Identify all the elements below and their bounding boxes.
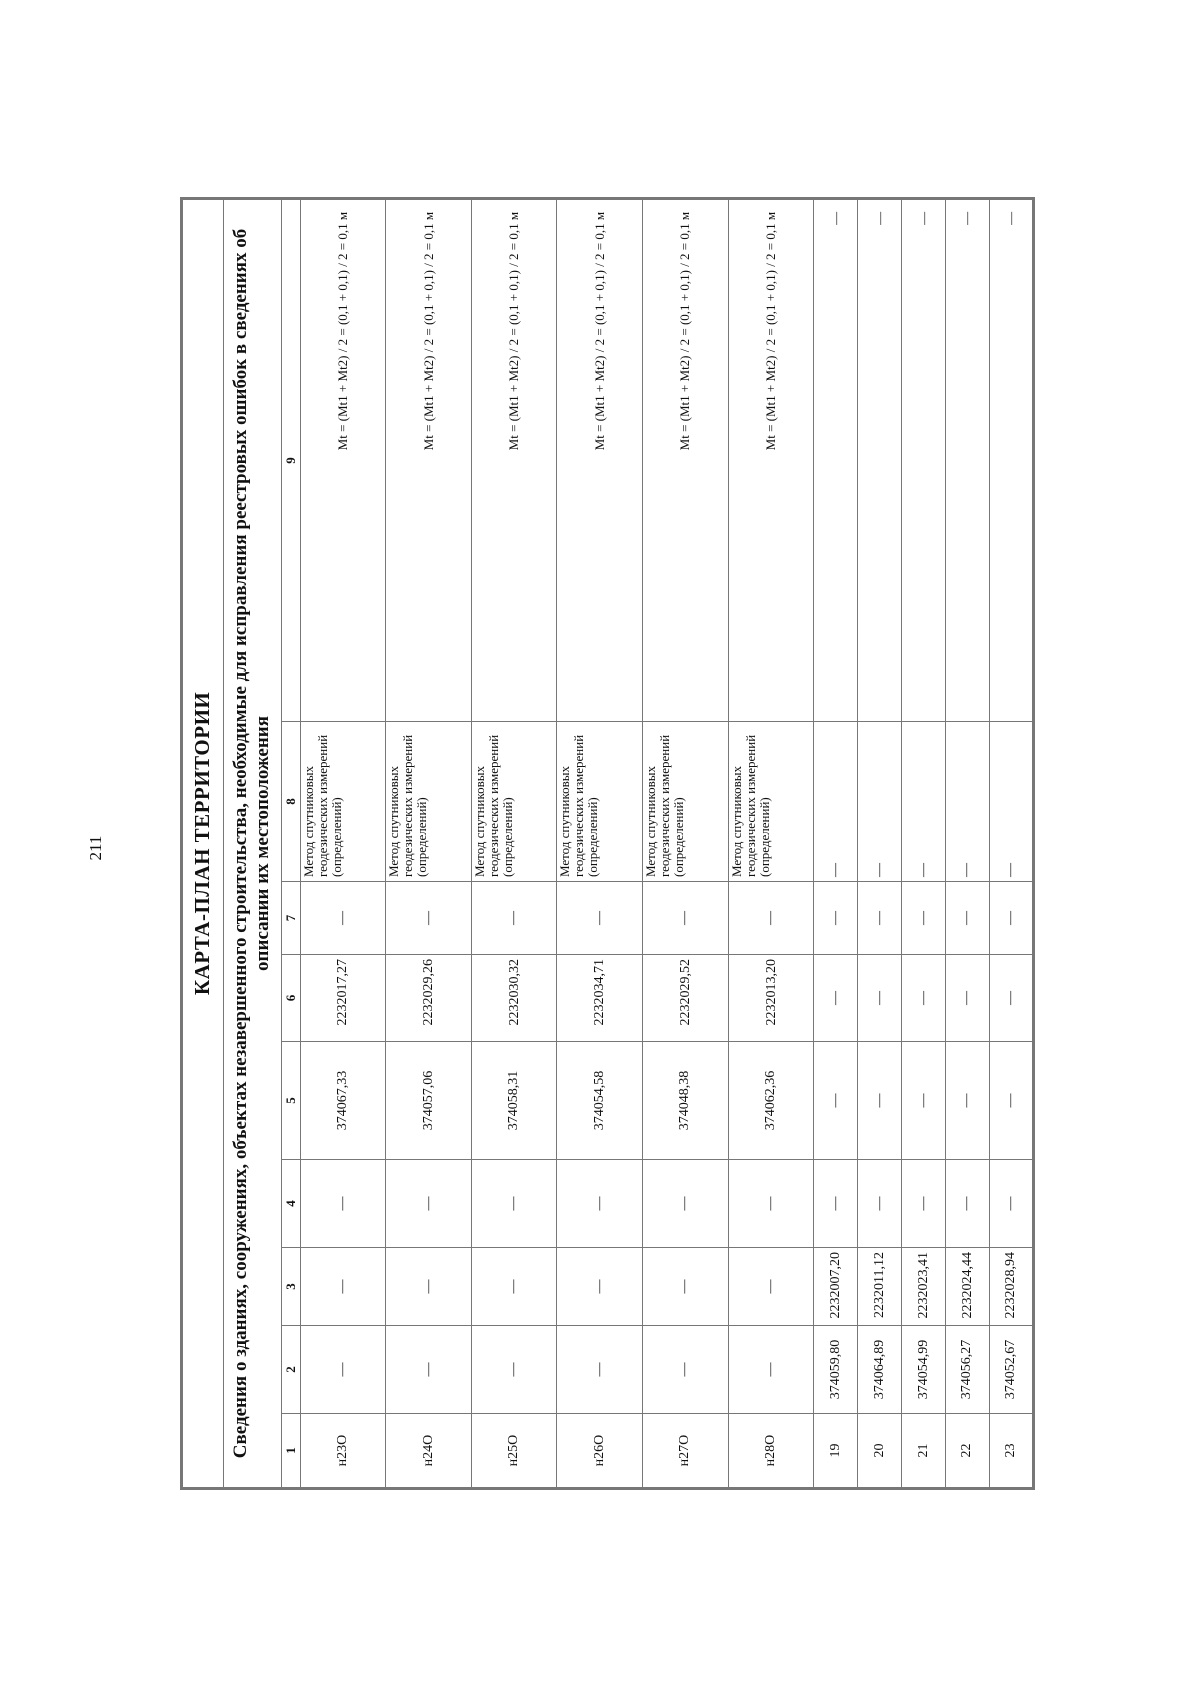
table-row [557, 198, 643, 1488]
cell: — [858, 198, 902, 721]
y-coordinate-cell: 2232034,71 [557, 955, 643, 1042]
x-coordinate-cell: 374057,06 [386, 1042, 472, 1160]
cell: — [643, 1160, 729, 1248]
rotated-table-container [180, 200, 1035, 1490]
x-coordinate-cell: 374054,99 [902, 1326, 946, 1414]
cell: — [989, 722, 1033, 882]
column-number: 2 [281, 1326, 300, 1414]
point-id-cell: 19 [814, 1414, 858, 1489]
column-number: 4 [281, 1160, 300, 1248]
cell: — [858, 1160, 902, 1248]
cell: — [814, 722, 858, 882]
cell: — [902, 198, 946, 721]
territory-map-table [180, 197, 1035, 1490]
cell: — [902, 722, 946, 882]
cell: — [989, 955, 1033, 1042]
column-number: 3 [281, 1248, 300, 1326]
table-row [858, 198, 902, 1488]
point-id-cell: 22 [946, 1414, 990, 1489]
column-number: 7 [281, 882, 300, 955]
y-coordinate-cell: 2232023,41 [902, 1248, 946, 1326]
cell: — [300, 1248, 386, 1326]
accuracy-formula-cell: Mt = (Mt1 + Mt2) / 2 = (0,1 + 0,1) / 2 = 0,1 м [471, 198, 557, 721]
cell: — [300, 882, 386, 955]
cell: — [989, 198, 1033, 721]
y-coordinate-cell: 2232013,20 [728, 955, 814, 1042]
accuracy-formula-cell: Mt = (Mt1 + Mt2) / 2 = (0,1 + 0,1) / 2 = 0,1 м [557, 198, 643, 721]
x-coordinate-cell: 374048,38 [643, 1042, 729, 1160]
cell: — [946, 1160, 990, 1248]
method-cell: Метод спутниковых геодезических измерений (определений) [300, 722, 386, 882]
table-row [300, 198, 386, 1488]
cell: — [557, 1326, 643, 1414]
cell: — [471, 1248, 557, 1326]
cell: — [643, 1326, 729, 1414]
accuracy-formula-cell: Mt = (Mt1 + Mt2) / 2 = (0,1 + 0,1) / 2 = 0,1 м [386, 198, 472, 721]
table-row [471, 198, 557, 1488]
x-coordinate-cell: 374064,89 [858, 1326, 902, 1414]
cell: — [989, 1042, 1033, 1160]
cell: — [728, 1326, 814, 1414]
method-cell: Метод спутниковых геодезических измерений (определений) [471, 722, 557, 882]
y-coordinate-cell: 2232029,26 [386, 955, 472, 1042]
x-coordinate-cell: 374062,36 [728, 1042, 814, 1160]
cell: — [946, 1042, 990, 1160]
cell: — [728, 882, 814, 955]
x-coordinate-cell: 374054,58 [557, 1042, 643, 1160]
y-coordinate-cell: 2232007,20 [814, 1248, 858, 1326]
accuracy-formula-cell: Mt = (Mt1 + Mt2) / 2 = (0,1 + 0,1) / 2 = 0,1 м [728, 198, 814, 721]
cell: — [557, 1248, 643, 1326]
cell: — [728, 1248, 814, 1326]
x-coordinate-cell: 374067,33 [300, 1042, 386, 1160]
cell: — [946, 198, 990, 721]
cell: — [989, 882, 1033, 955]
document-subtitle: Сведения о зданиях, сооружениях, объектах незавершенного строительства, необходимые для исправления реестровых ошибок в сведениях об описании их местоположения [223, 198, 281, 1488]
point-id-cell: 20 [858, 1414, 902, 1489]
cell: — [902, 1042, 946, 1160]
cell: — [300, 1160, 386, 1248]
point-id-cell: н27О [643, 1414, 729, 1489]
point-id-cell: н28О [728, 1414, 814, 1489]
cell: — [643, 882, 729, 955]
cell: — [300, 1326, 386, 1414]
column-number: 5 [281, 1042, 300, 1160]
cell: — [814, 1160, 858, 1248]
y-coordinate-cell: 2232017,27 [300, 955, 386, 1042]
table-row [946, 198, 990, 1488]
cell: — [858, 1042, 902, 1160]
cell: — [728, 1160, 814, 1248]
cell: — [557, 1160, 643, 1248]
cell: — [386, 1248, 472, 1326]
table-row [386, 198, 472, 1488]
y-coordinate-cell: 2232028,94 [989, 1248, 1033, 1326]
method-cell: Метод спутниковых геодезических измерений (определений) [643, 722, 729, 882]
accuracy-formula-cell: Mt = (Mt1 + Mt2) / 2 = (0,1 + 0,1) / 2 = 0,1 м [300, 198, 386, 721]
column-number: 8 [281, 722, 300, 882]
method-cell: Метод спутниковых геодезических измерений (определений) [728, 722, 814, 882]
y-coordinate-cell: 2232030,32 [471, 955, 557, 1042]
cell: — [858, 882, 902, 955]
document-title: КАРТА-ПЛАН ТЕРРИТОРИИ [182, 198, 224, 1488]
cell: — [386, 1326, 472, 1414]
title-row [182, 198, 224, 1488]
x-coordinate-cell: 374052,67 [989, 1326, 1033, 1414]
point-id-cell: н25О [471, 1414, 557, 1489]
cell: — [902, 955, 946, 1042]
point-id-cell: н24О [386, 1414, 472, 1489]
column-number: 1 [281, 1414, 300, 1489]
point-id-cell: 23 [989, 1414, 1033, 1489]
subtitle-row [223, 198, 281, 1488]
cell: — [946, 722, 990, 882]
cell: — [946, 955, 990, 1042]
cell: — [643, 1248, 729, 1326]
y-coordinate-cell: 2232011,12 [858, 1248, 902, 1326]
cell: — [814, 955, 858, 1042]
cell: — [557, 882, 643, 955]
column-number-row [281, 198, 300, 1488]
method-cell: Метод спутниковых геодезических измерений (определений) [386, 722, 472, 882]
point-id-cell: н26О [557, 1414, 643, 1489]
y-coordinate-cell: 2232029,52 [643, 955, 729, 1042]
point-id-cell: н23О [300, 1414, 386, 1489]
cell: — [471, 882, 557, 955]
accuracy-formula-cell: Mt = (Mt1 + Mt2) / 2 = (0,1 + 0,1) / 2 = 0,1 м [643, 198, 729, 721]
cell: — [814, 1042, 858, 1160]
cell: — [989, 1160, 1033, 1248]
cell: — [471, 1160, 557, 1248]
cell: — [858, 955, 902, 1042]
cell: — [858, 722, 902, 882]
x-coordinate-cell: 374056,27 [946, 1326, 990, 1414]
x-coordinate-cell: 374059,80 [814, 1326, 858, 1414]
cell: — [946, 882, 990, 955]
cell: — [902, 1160, 946, 1248]
point-id-cell: 21 [902, 1414, 946, 1489]
cell: — [386, 882, 472, 955]
y-coordinate-cell: 2232024,44 [946, 1248, 990, 1326]
cell: — [471, 1326, 557, 1414]
table-row [728, 198, 814, 1488]
cell: — [814, 198, 858, 721]
table-row [643, 198, 729, 1488]
table-row [989, 198, 1033, 1488]
page-number: 211 [86, 835, 105, 861]
cell: — [814, 882, 858, 955]
x-coordinate-cell: 374058,31 [471, 1042, 557, 1160]
method-cell: Метод спутниковых геодезических измерений (определений) [557, 722, 643, 882]
cell: — [386, 1160, 472, 1248]
column-number: 6 [281, 955, 300, 1042]
table-row [814, 198, 858, 1488]
column-number: 9 [281, 198, 300, 721]
table-row [902, 198, 946, 1488]
cell: — [902, 882, 946, 955]
